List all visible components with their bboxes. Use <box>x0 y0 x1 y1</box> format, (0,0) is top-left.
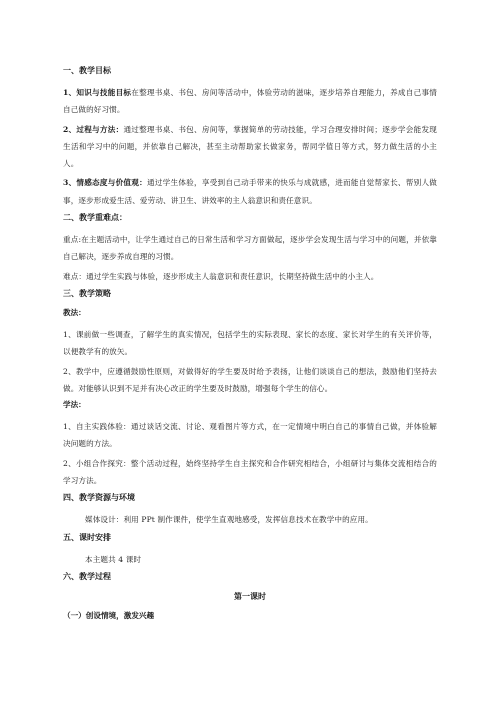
learning-method-item: 1、自主实践体验：通过谈话交流、讨论、观看图片等方式，在一定情境中明白自己的事情自己做，并体验解决问题的方法。 <box>63 422 437 449</box>
goal-label: 2、过程与方法： <box>63 124 124 134</box>
section-heading-key-points: 二、教学重难点： <box>63 212 127 223</box>
learning-method-title: 学法： <box>63 400 86 410</box>
key-point-text: 重点:在主题活动中，让学生通过自己的日常生活和学习方面做起，逐步学会发现生活与学习中的问题，并依靠自己解决，逐步养成自理的习惯。 <box>63 235 437 262</box>
goal-attitude <box>63 174 437 209</box>
goal-process <box>63 121 437 173</box>
teaching-method-item: 1、课前做一些调查，了解学生的真实情况，包括学生的实际表现、家长的态度、家长对学生的有关评价等，以便教学有的放矢。 <box>63 329 437 357</box>
teaching-method-item: 2、教学中，应遵循鼓励性原则，对做得好的学生要及时给予表扬，让他们谈谈自己的想法，鼓励他们坚持去做。对能够认识到不足并有决心改正的学生要及时鼓励，增强每个学生的信心。 <box>63 366 437 393</box>
difficult-point-text: 难点：通过学生实践与体验，逐步形成主人翁意识和责任意识，长期坚持做生活中的小主人。 <box>63 271 379 281</box>
section-heading-teaching-goals: 一、教学目标 <box>63 65 111 75</box>
teaching-method-title: 教法： <box>63 307 86 317</box>
goal-text: 通过学生体验，享受到自己动手带来的快乐与成就感，进而能自觉帮家长、帮别人做事，逐步形成爱生活、爱劳动、讲卫生、讲效率的主人翁意识和责任意识。 <box>63 178 437 205</box>
section-heading-strategy: 三、教学策略 <box>63 287 111 298</box>
goal-label: 3、情感态度与价值观： <box>63 178 147 188</box>
resources-text: 媒体设计：利用 PPt 制作课件，使学生直观地感受，发挥信息技术在教学中的应用。 <box>85 515 373 525</box>
goal-knowledge <box>63 84 437 119</box>
goal-text: 在整理书桌、书包、房间等活动中，体验劳动的滋味，逐步培养自理能力，养成自己事情自己做的好习惯。 <box>63 88 437 115</box>
learning-method-item: 2、小组合作探究：整个活动过程，始终坚持学生自主探究和合作研究相结合，小组研讨与集体交流相结合的学习方法。 <box>63 458 437 486</box>
goal-text: 通过整理书桌、书包、房间等，掌握简单的劳动技能，学习合理安排时间；逐步学会能发现生活和学习中的问题，并依靠自己解决，甚至主动帮助家长做家务，帮同学值日等方式，努力做生活的小主人。 <box>63 124 437 169</box>
goal-label: 1、知识与技能目标 <box>63 88 132 97</box>
lesson-step-title: （一）创设情境，激发兴趣 <box>63 610 155 620</box>
schedule-text: 本主题共 4 课时 <box>85 554 142 564</box>
section-heading-resources: 四、教学资源与环境 <box>63 492 135 503</box>
lesson-title: 第一课时 <box>234 590 266 601</box>
section-heading-schedule: 五、课时安排 <box>63 531 111 542</box>
document-body <box>63 64 437 629</box>
section-heading-process: 六、教学过程 <box>63 570 111 581</box>
